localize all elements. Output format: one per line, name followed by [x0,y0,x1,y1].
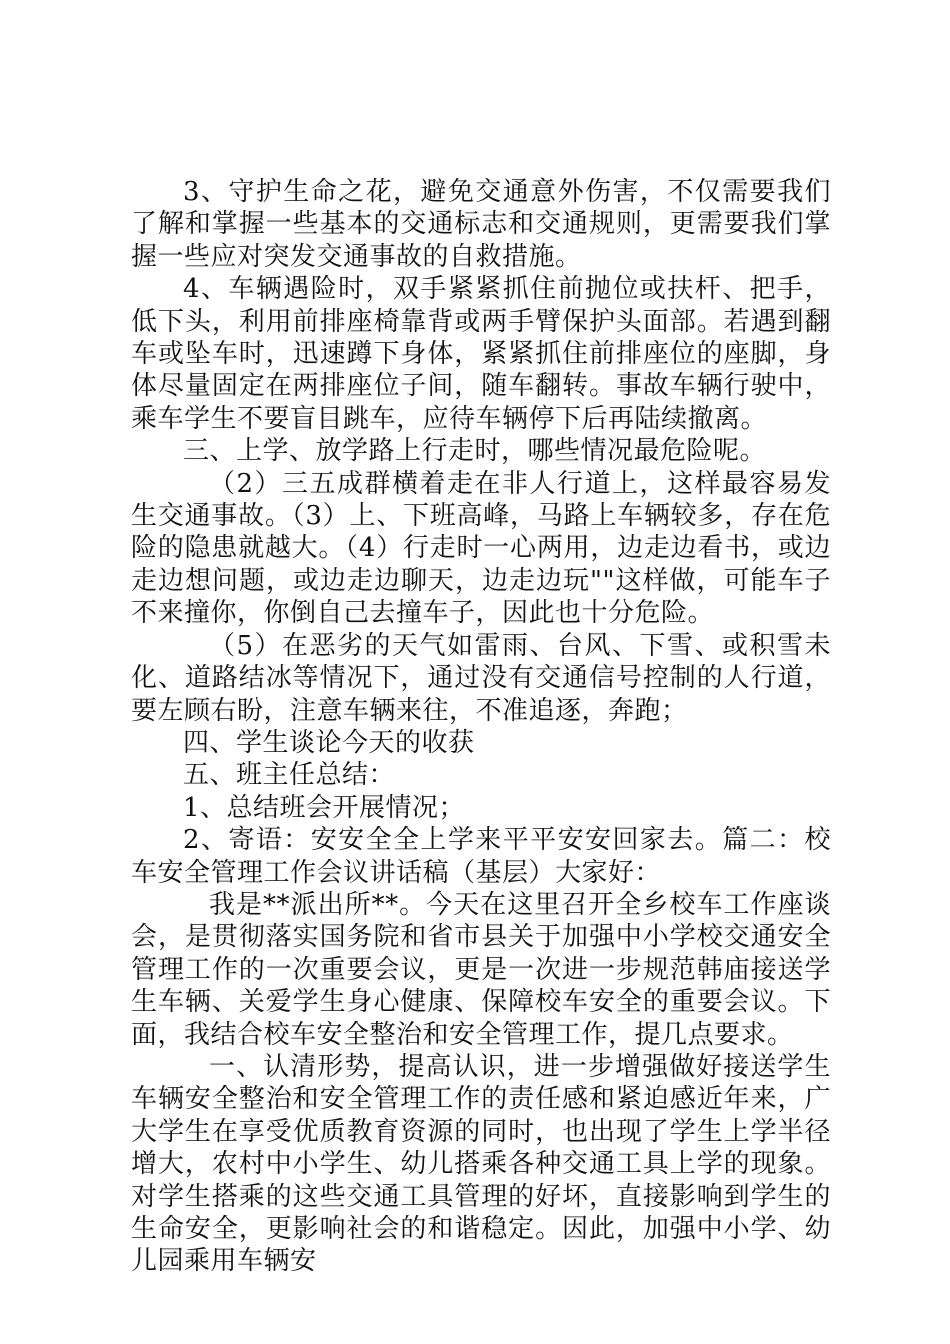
paragraph-bad-weather: （5）在恶劣的天气如雷雨、台风、下雪、或积雪未化、道路结冰等情况下，通过没有交通信号控制的人行道，要左顾右盼，注意车辆来往，不准追逐，奔跑； [131,630,831,726]
paragraph-speech-intro: 我是**派出所**。今天在这里召开全乡校车工作座谈会，是贯彻落实国务院和省市县关于加强中小学校交通安全管理工作的一次重要会议，更是一次进一步规范韩庙接送学生车辆、关爱学生身心健康、保障校车安全的重要会议。下面，我结合校车安全整治和安全管理工作，提几点要求。 [131,889,831,1050]
paragraph-self-rescue-intro: 3、守护生命之花，避免交通意外伤害，不仅需要我们了解和掌握一些基本的交通标志和交通规则，更需要我们掌握一些应对突发交通事故的自救措施。 [131,177,831,272]
paragraph-walking-cases: （2）三五成群横着走在非人行道上，这样最容易发生交通事故。（3）上、下班高峰，马路上车辆较多，存在危险的隐患就越大。（4）行走时一心两用，边走边看书，或边走边想问题，或边走边聊天，边走边玩""这样做，可能车子不来撞你，你倒自己去撞车子，因此也十分危险。 [131,468,831,629]
heading-walking-dangers: 三、上学、放学路上行走时，哪些情况最危险呢。 [183,436,767,467]
paragraph-summary-item-1: 1、总结班会开展情况； [183,792,466,823]
document-page [131,176,831,1278]
heading-student-discussion: 四、学生谈论今天的收获 [183,727,475,758]
paragraph-summary-item-2: 2、寄语：安安全全上学来平平安安回家去。篇二：校车安全管理工作会议讲话稿（基层）大家好： [131,825,831,888]
paragraph-speech-section-1: 一、认清形势，提高认识，进一步增强做好接送学生车辆安全整治和安全管理工作的责任感和紧迫感近年来，广大学生在享受优质教育资源的同时，也出现了学生上学半径增大，农村中小学生、幼儿搭乘各种交通工具上学的现象。对学生搭乘的这些交通工具管理的好坏，直接影响到学生的生命安全，更影响社会的和谐稳定。因此，加强中小学、幼儿园乘用车辆安 [131,1051,831,1277]
heading-teacher-summary: 五、班主任总结： [183,760,396,791]
paragraph-vehicle-danger: 4、车辆遇险时，双手紧紧抓住前抛位或扶杆、把手，低下头，利用前排座椅靠背或两手臂保护头面部。若遇到翻车或坠车时，迅速蹲下身体，紧紧抓住前排座位的座脚，身体尽量固定在两排座位子间，随车翻转。事故车辆行驶中，乘车学生不要盲目跳车，应待车辆停下后再陆续撤离。 [131,274,831,434]
